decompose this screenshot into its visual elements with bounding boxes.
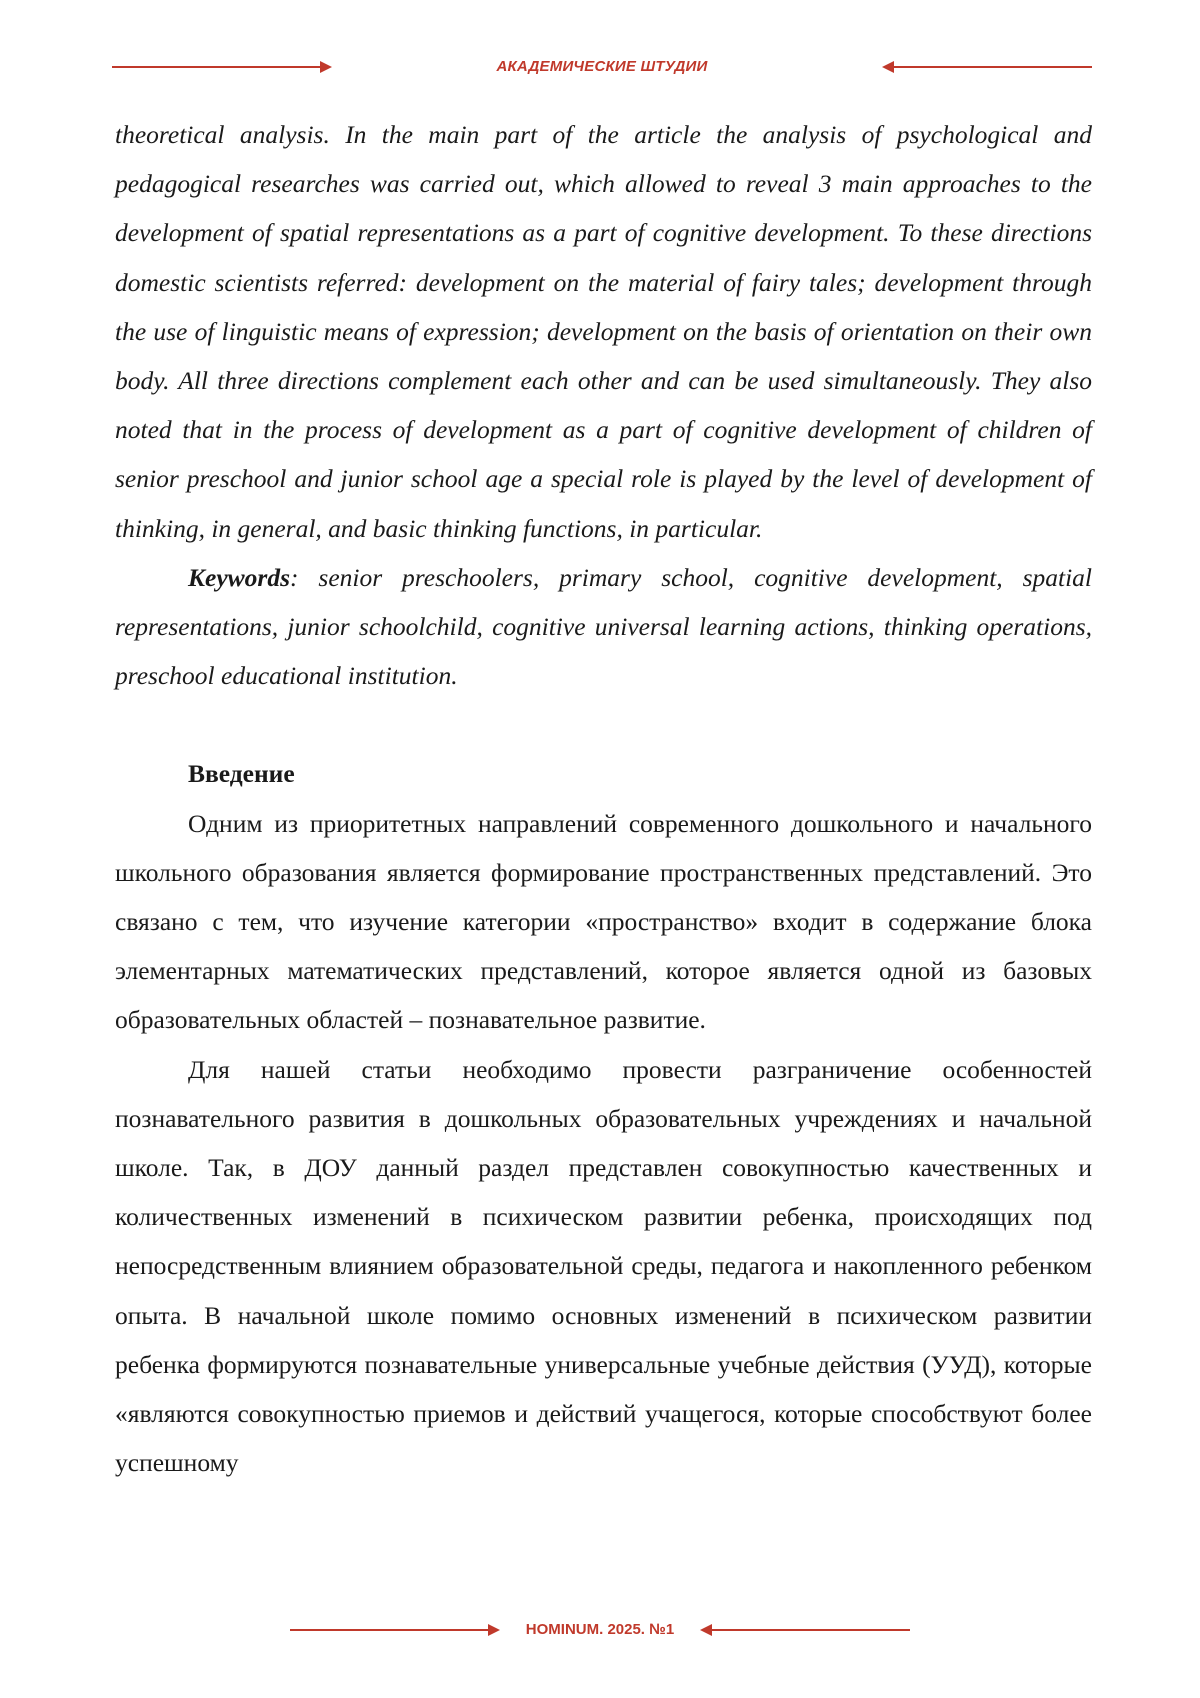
header-right-arrow-line: [892, 66, 1092, 68]
keywords-label: Keywords: [188, 562, 290, 592]
section-heading: Введение: [188, 759, 295, 789]
page-body: [115, 110, 1092, 1487]
keywords-text: : senior preschoolers, primary school, cognitive development, spatial representations, junior schoolchild, cognitive universal learning actions, thinking operations, preschool educational institution.: [115, 562, 1092, 691]
keywords-paragraph: [115, 553, 1092, 701]
running-footer: [290, 1619, 910, 1641]
journal-title: АКАДЕМИЧЕСКИЕ ШТУДИИ: [496, 58, 708, 75]
body-paragraph: Для нашей статьи необходимо провести разграничение особенностей познавательного развития в дошкольных образовательных учреждениях и начальной школе. Так, в ДОУ данный раздел представлен совокупностью качественных и количественных изменений в психическом развитии ребенка, происходящих под непосредственным влиянием образовательной среды, педагога и накопленного ребенком опыта. В начальной школе помимо основных изменений в психическом развитии ребенка формируются познавательные универсальные учебные действия (УУД), которые «являются совокупностью приемов и действий учащегося, которые способствуют более успешному: [115, 1054, 1092, 1478]
section-spacer: [115, 700, 1092, 749]
running-header: [112, 56, 1092, 78]
abstract-paragraph: theoretical analysis. In the main part of the article the analysis of psychological and pedagogical researches was carried out, which allowed to reveal 3 main approaches to the development of spatial representations as a part of cognitive development. To these directions domestic scientists referred: development on the material of fairy tales; development through the use of linguistic means of expression; development on the basis of orientation on their own body. All three directions complement each other and can be used simultaneously. They also noted that in the process of development as a part of cognitive development of children of senior preschool and junior school age a special role is played by the level of development of thinking, in general, and basic thinking functions, in particular.: [115, 120, 1092, 543]
issue-info: HOMINUM. 2025. №1: [525, 1621, 675, 1638]
body-paragraph: Одним из приоритетных направлений современного дошкольного и начального школьного образования является формирование пространственных представлений. Это связано с тем, что изучение категории «пространство» входит в содержание блока элементарных математических представлений, которое является одной из базовых образовательных областей – познавательное развитие.: [115, 808, 1092, 1035]
footer-right-arrow-line: [710, 1629, 910, 1631]
